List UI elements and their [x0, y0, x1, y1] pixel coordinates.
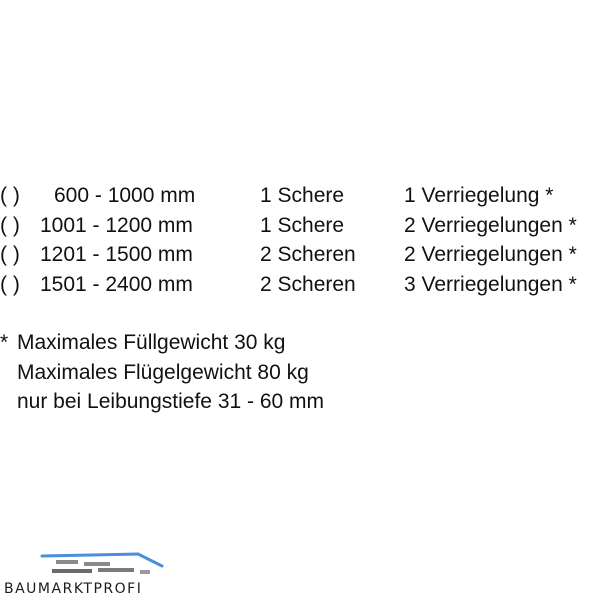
roof-icon [40, 548, 170, 580]
select-marker: ( ) [0, 272, 20, 296]
width-range: 600 - 1000 mm [54, 184, 196, 207]
footnote-text: Maximales Flügelgewicht 80 kg [17, 360, 309, 384]
select-marker: ( ) [0, 243, 20, 266]
select-marker: ( ) [0, 213, 20, 237]
footnote-text: Maximales Füllgewicht 30 kg [17, 331, 286, 354]
scissor-count: 1 Schere [260, 213, 345, 237]
scissor-count: 2 Scheren [260, 243, 356, 266]
width-range: 1201 - 1500 mm [40, 243, 193, 266]
width-range: 1001 - 1200 mm [40, 213, 193, 237]
footnote-text: nur bei Leibungstiefe 31 - 60 mm [17, 390, 325, 413]
lock-count: 2 Verriegelungen * [404, 243, 577, 266]
brand-logo [0, 548, 170, 600]
scissor-count: 2 Scheren [260, 272, 356, 296]
lock-count: 3 Verriegelungen * [404, 272, 577, 296]
lock-count: 2 Verriegelungen * [404, 213, 577, 237]
select-marker: ( ) [0, 184, 20, 207]
brand-name: BAUMARKTPROFI [4, 581, 143, 597]
width-range: 1501 - 2400 mm [40, 272, 193, 296]
footnote-marker: * [0, 331, 9, 354]
scissor-count: 1 Schere [260, 184, 345, 207]
lock-count: 1 Verriegelung * [404, 184, 554, 207]
